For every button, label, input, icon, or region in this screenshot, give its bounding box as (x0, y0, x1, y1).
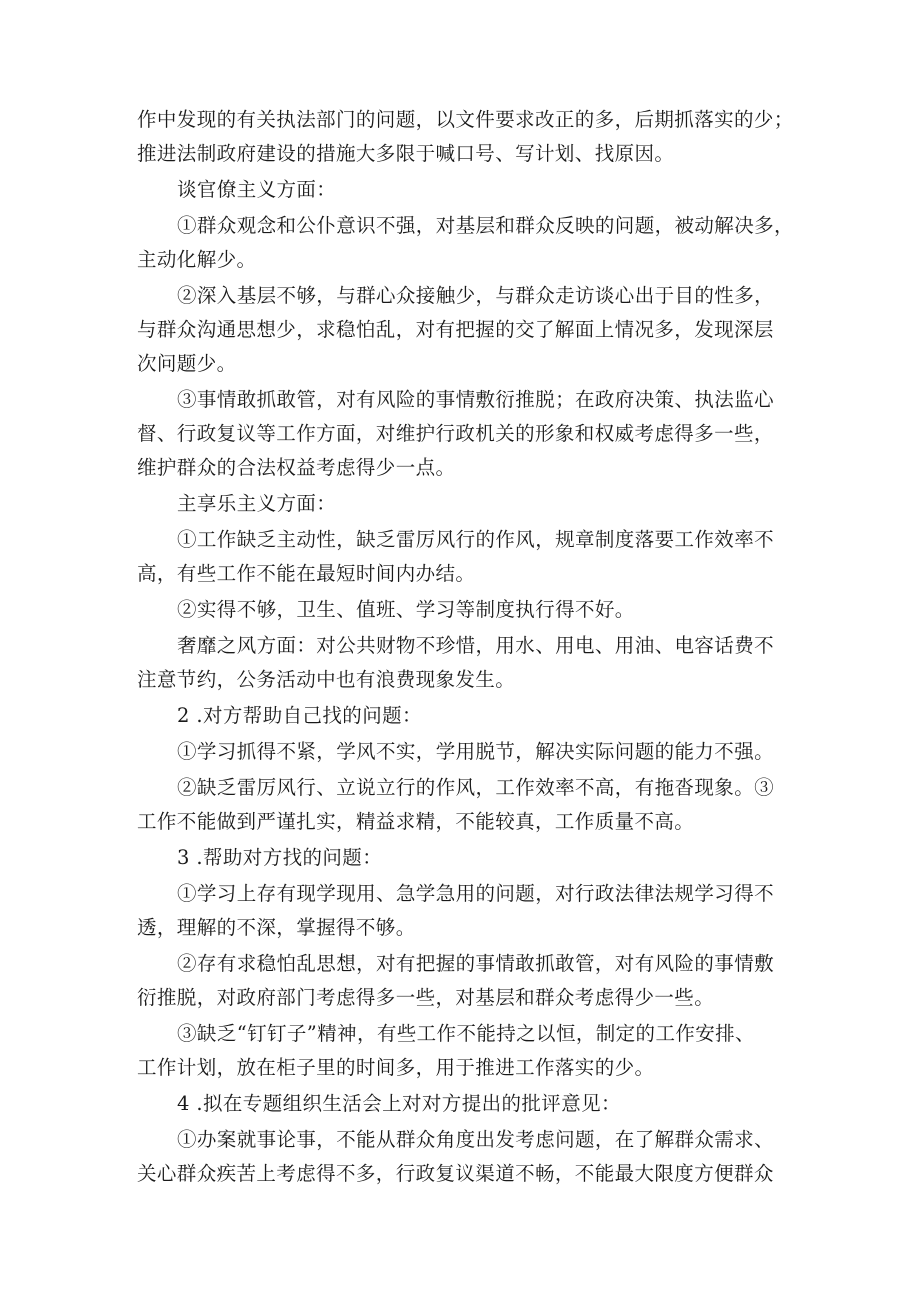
text-line: ①群众观念和公仆意识不强，对基层和群众反映的问题，被动解决多， (177, 214, 794, 237)
text-line: 主动化解少。 (137, 248, 257, 271)
text-line: ③事情敢抓敢管，对有风险的事情敷衍推脱；在政府决策、执法监心 (177, 388, 775, 411)
text-line: ①学习抓得不紧，学风不实，学用脱节，解决实际问题的能力不强。 (177, 740, 775, 763)
text-line: 推进法制政府建设的措施大多限于喊口号、写计划、找原因。 (137, 142, 675, 165)
text-line: 与群众沟通思想少，求稳怕乱，对有把握的交了解面上情况多，发现深层 (137, 318, 774, 341)
text-line: 关心群众疾苦上考虑得不多，行政复议渠道不畅，不能最大限度方便群众 (137, 1162, 774, 1185)
text-line: 透，理解的不深，掌握得不够。 (137, 916, 416, 939)
text-line: ①学习上存有现学现用、急学急用的问题，对行政法律法规学习得不 (177, 882, 775, 905)
text-line: ①工作缺乏主动性，缺乏雷厉风行的作风，规章制度落要工作效率不 (177, 528, 775, 551)
text-line: 注意节约，公务活动中也有浪费现象发生。 (137, 668, 516, 691)
text-line: 工作不能做到严谨扎实，精益求精，不能较真，工作质量不高。 (137, 810, 695, 833)
document-body (137, 110, 797, 1183)
text-line: ②实得不够，卫生、值班、学习等制度执行得不好。 (177, 598, 635, 621)
text-line: 4 .拟在专题组织生活会上对对方提出的批评意见： (177, 1092, 621, 1115)
text-line: 3 .帮助对方找的问题： (177, 846, 383, 869)
text-line: ②存有求稳怕乱思想，对有把握的事情敢抓敢管，对有风险的事情敷 (177, 952, 775, 975)
text-line: ②深入基层不够，与群心众接触少，与群众走访谈心出于目的性多， (177, 284, 775, 307)
text-line: 高，有些工作不能在最短时间内办结。 (137, 562, 476, 585)
text-line: 维护群众的合法权益考虑得少一点。 (137, 456, 456, 479)
text-line: 2 .对方帮助自己找的问题： (177, 704, 422, 727)
text-line: ②缺乏雷厉风行、立说立行的作风，工作效率不高，有拖沓现象。③ (177, 776, 775, 799)
text-line: ③缺乏“钉钉子”精神，有些工作不能持之以恒，制定的工作安排、 (177, 1022, 755, 1045)
text-line: 谈官僚主义方面： (177, 178, 337, 201)
text-line: 工作计划，放在柜子里的时间多，用于推进工作落实的少。 (137, 1056, 655, 1079)
text-line: 作中发现的有关执法部门的问题，以文件要求改正的多，后期抓落实的少； (137, 108, 794, 131)
text-line: ①办案就事论事，不能从群众角度出发考虑问题，在了解群众需求、 (177, 1128, 775, 1151)
text-line: 督、行政复议等工作方面，对维护行政机关的形象和权威考虑得多一些， (137, 422, 774, 445)
text-line: 次问题少。 (137, 352, 237, 375)
text-line: 主享乐主义方面： (177, 492, 337, 515)
text-line: 奢靡之风方面：对公共财物不珍惜，用水、用电、用油、电容话费不 (177, 634, 775, 657)
text-line: 衍推脱，对政府部门考虑得多一些，对基层和群众考虑得少一些。 (137, 986, 715, 1009)
